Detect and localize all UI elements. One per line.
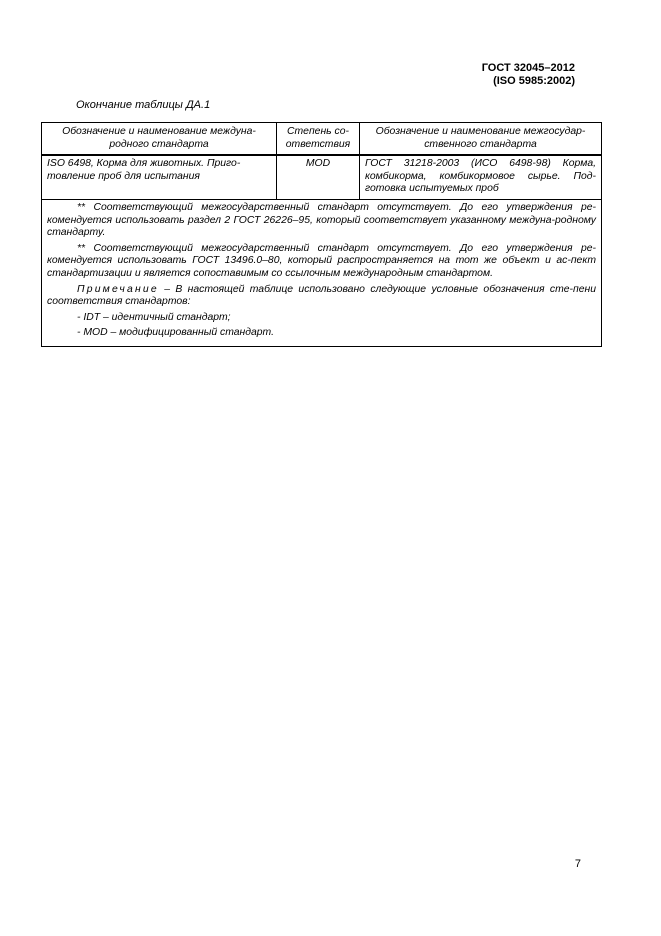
column-header-degree: Степень со-ответствия xyxy=(277,123,360,156)
table-row xyxy=(42,155,602,199)
legend-item-idt: - IDT – идентичный стандарт; xyxy=(77,311,231,323)
legend-item-mod: - MOD – модифицированный стандарт. xyxy=(77,327,274,339)
column-header-intl: Обозначение и наименование междуна-родного стандарта xyxy=(42,123,277,156)
iso-reference: (ISO 5985:2002) xyxy=(493,75,575,87)
note-label: Примечание xyxy=(77,283,159,295)
table-header-row xyxy=(42,123,602,156)
table-caption: Окончание таблицы ДА.1 xyxy=(76,99,211,111)
column-header-national: Обозначение и наименование межгосудар-ственного стандарта xyxy=(360,123,602,156)
footnote-1: ** Соответствующий межгосударственный стандарт отсутствует. До его утверждения ре-комендуется использовать раздел 2 ГОСТ 26226–95, который соответствует указанному междуна-родному стандарту. xyxy=(47,201,596,239)
document-header xyxy=(482,62,575,88)
cell-intl-standard: ISO 6498, Корма для животных. Приго-товление проб для испытания xyxy=(42,155,277,199)
notes-cell xyxy=(42,199,602,346)
note-paragraph xyxy=(47,284,596,309)
cell-degree: MOD xyxy=(277,155,360,199)
note-text: – В настоящей таблице использовано следующие условные обозначения сте-пени соответствия стандартов: xyxy=(47,283,596,308)
standard-number: ГОСТ 32045–2012 xyxy=(481,62,575,74)
page-number: 7 xyxy=(574,858,581,870)
correspondence-table xyxy=(41,122,602,347)
notes-row xyxy=(42,199,602,346)
cell-national-standard: ГОСТ 31218-2003 (ИСО 6498-98) Корма, комбикорма, комбикормовое сырье. Под-готовка испытуемых проб xyxy=(360,155,602,199)
footnote-2: ** Соответствующий межгосударственный стандарт отсутствует. До его утверждения ре-комендуется использовать ГОСТ 13496.0–80, который распространяется на тот же объект и ас-пект стандартизации и является сопоставимым со ссылочным международным стандартом. xyxy=(47,242,596,279)
